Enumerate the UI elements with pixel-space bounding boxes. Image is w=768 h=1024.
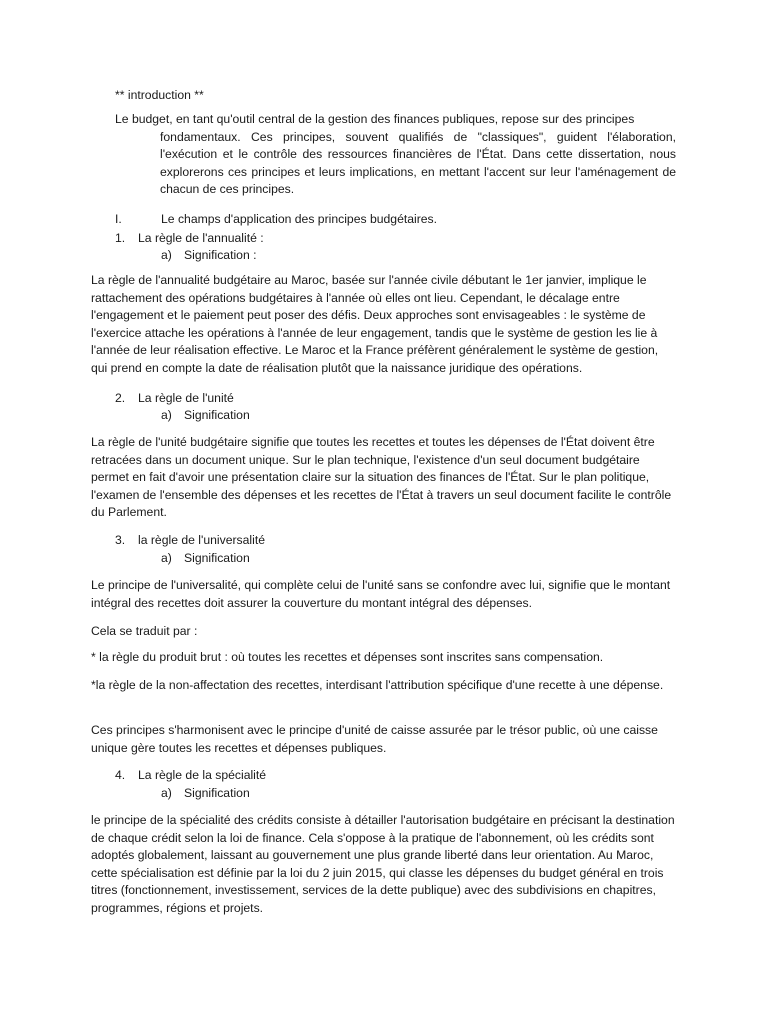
intro-paragraph <box>115 111 676 199</box>
sub-label: Signification : <box>184 248 257 262</box>
sub-marker: a) <box>161 551 172 565</box>
paragraph-traduit: Cela se traduit par : <box>91 624 198 638</box>
sub-marker: a) <box>161 408 172 422</box>
paragraph-universalite: Le principe de l'universalité, qui complète celui de l'unité sans se confondre avec lui, signifie que le montant intégral des recettes doit assurer la couverture du montant intégral des dépenses. <box>91 578 671 610</box>
rule-number: 3. <box>115 533 126 547</box>
intro-first-line: Le budget, en tant qu'outil central de la gestion des finances publiques, repose sur des principes <box>115 112 635 126</box>
paragraph-specialite: le principe de la spécialité des crédits consiste à détailler l'autorisation budgétaire en précisant la destination de chaque crédit selon la loi de finance. Cela s'oppose à la pratique de l'abonnement, où les crédits sont adoptés globalement, laissant au gouvernement une plus grande liberté dans leur orientation. Au Maroc, cette spécialisation est définie par la loi du 2 juin 2015, qui classe les dépenses du budget général en trois titres (fonctionnement, investissement, services de la dette publique) avec des subdivisions en chapitres, programmes, régions et projets. <box>91 813 675 915</box>
rule-title: La règle de la spécialité <box>138 768 267 782</box>
section-number: I. <box>115 212 122 226</box>
intro-rest: fondamentaux. Ces principes, souvent qualifiés de "classiques", guident l'élaboration, l'exécution et le contrôle des ressources financières de l'État. Dans cette dissertation, nous explorerons ces principes et leurs implications, en mettant l'accent sur leur l'aménagement de chacun de ces principes. <box>160 129 676 197</box>
sub-marker: a) <box>161 786 172 800</box>
paragraph-annualite: La règle de l'annualité budgétaire au Maroc, basée sur l'année civile débutant le 1er janvier, implique le rattachement des opérations budgétaires à l'année où elles ont lieu. Cependant, le décalage entre l'engagement et le paiement peut poser des défis. Deux approches sont envisageables : le système de l'exercice attache les opérations à l'année de leur engagement, tandis que le système de gestion les lie à l'année de leur réalisation effective. Le Maroc et la France préfèrent généralement le système de gestion, qui prend en compte la date de réalisation plutôt que la naissance juridique des opérations. <box>91 273 659 375</box>
rule-title: la règle de l'universalité <box>138 533 265 547</box>
section-title: Le champs d'application des principes budgétaires. <box>161 212 438 226</box>
sub-marker: a) <box>161 248 172 262</box>
paragraph-produit-brut: * la règle du produit brut : où toutes les recettes et dépenses sont inscrites sans compensation. <box>91 650 604 664</box>
rule-number: 1. <box>115 231 126 245</box>
sub-label: Signification <box>184 551 250 565</box>
paragraph-unite: La règle de l'unité budgétaire signifie que toutes les recettes et toutes les dépenses de l'État doivent être retracées dans un document unique. Sur le plan technique, l'existence d'un seul document budgétaire permet en fait d'avoir une présentation claire sur la situation des finances de l'État. Sur le plan politique, l'examen de l'ensemble des dépenses et les recettes de l'État à travers un seul document facilite le contrôle du Parlement. <box>91 435 672 520</box>
paragraph-harmonisent: Ces principes s'harmonisent avec le principe d'unité de caisse assurée par le trésor public, où une caisse unique gère toutes les recettes et dépenses publiques. <box>91 723 658 755</box>
intro-title: ** introduction ** <box>115 88 204 102</box>
rule-title: La règle de l'annualité : <box>138 231 264 245</box>
rule-title: La règle de l'unité <box>138 391 234 405</box>
sub-label: Signification <box>184 408 250 422</box>
sub-label: Signification <box>184 786 250 800</box>
paragraph-non-affectation: *la règle de la non-affectation des recettes, interdisant l'attribution spécifique d'une recette à une dépense. <box>91 678 664 692</box>
rule-number: 4. <box>115 768 126 782</box>
rule-number: 2. <box>115 391 126 405</box>
